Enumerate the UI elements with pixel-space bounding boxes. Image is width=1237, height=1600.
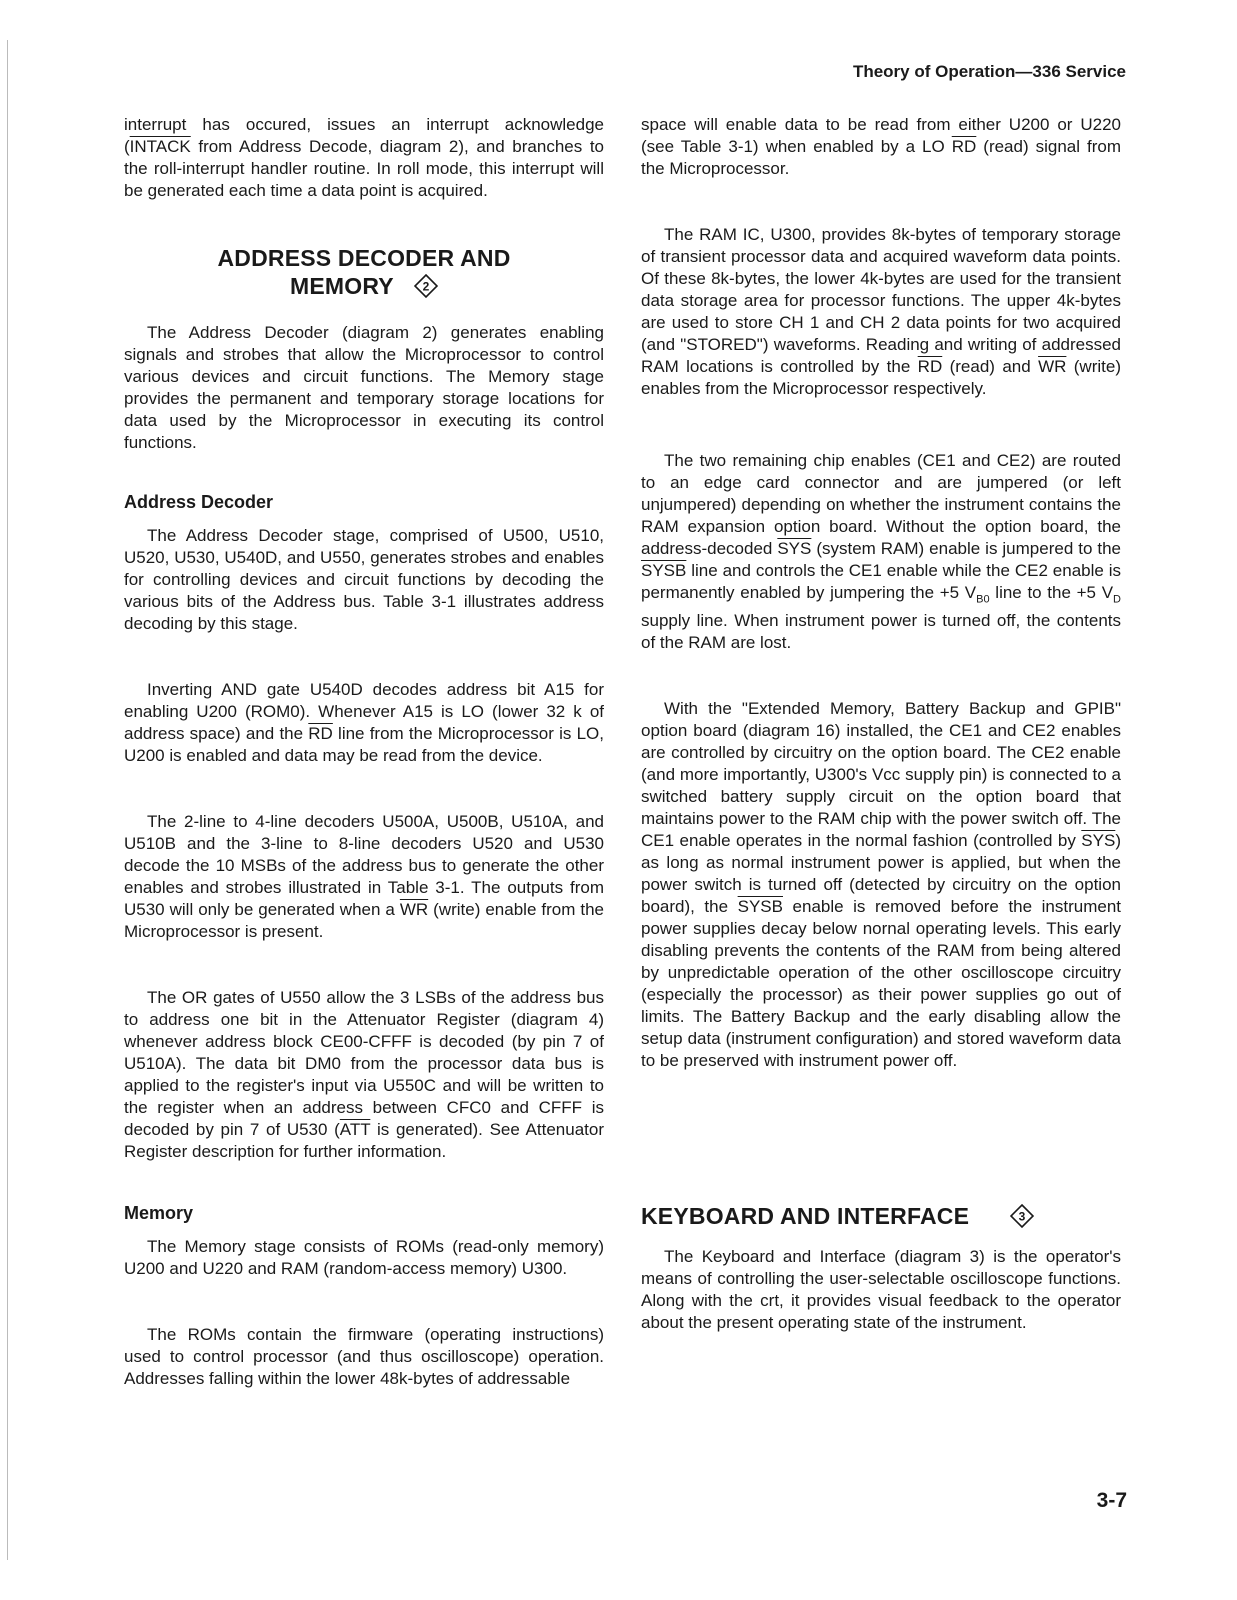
paragraph: The RAM IC, U300, provides 8k-bytes of temporary storage of transient processor data and acquired waveform data points. Of these 8k-bytes, the lower 4k-bytes are used for the transient data storage area for processor functions. The upper 4k-bytes are used to store CH 1 and CH 2 data points for two acquired (and "STORED") waveforms. Reading and writing of addressed RAM locations is controlled by the $\overline{RD}$ (read) and $\overline{WR}$ (write) enables from the Microprocessor respectively. <box>641 225 1121 398</box>
svg-text:3: 3 <box>1018 1209 1026 1224</box>
section-heading-address-decoder-memory: ADDRESS DECODER AND MEMORY 2 <box>217 245 511 299</box>
left-column <box>124 114 604 1390</box>
paragraph: The Memory stage consists of ROMs (read-only memory) U200 and U220 and RAM (random-access memory) U300. <box>124 1237 604 1278</box>
paragraph: The ROMs contain the firmware (operating instructions) used to control processor (and thus oscilloscope) operation. Addresses falling within the lower 48k-bytes of addressable <box>124 1325 604 1388</box>
paragraph: space will enable data to be read from either U200 or U220 (see Table 3-1) when enabled by a LO $\overline{RD}$ (read) signal from the Microprocessor. <box>641 115 1122 178</box>
paragraph: The two remaining chip enables (CE1 and CE2) are routed to an edge card connector and are jumpered (or left unjumpered) depending on whether the instrument contains the RAM expansion option board. Without the option board, the address-decoded $\overline{SYS}$ (system RAM) enable is jumpered to the SYSB line and controls the CE1 enable while the CE2 enable is permanently enabled by jumpering the +5 $V_{B0}$ line to the +5 $V_D$ supply line. When instrument power is turned off, the contents of the RAM are lost. <box>641 451 1121 653</box>
paragraph: interrupt has occured, issues an interrupt acknowledge (INTACK from Address Decode, diagram 2), and branches to the roll-interrupt handler routine. In roll mode, this interrupt will be generated each time a data point is acquired. <box>124 115 604 200</box>
subheading-memory: Memory <box>124 1203 194 1223</box>
section-heading-keyboard-interface: KEYBOARD AND INTERFACE 3 <box>641 1202 1121 1230</box>
paragraph: The OR gates of U550 allow the 3 LSBs of the address bus to address one bit in the Attenuator Register (diagram 4) whenever address block CE00-CFFF is decoded (by pin 7 of U510A). The data bit DM0 from the processor data bus is applied to the register's input via U550C and will be written to the register when an address between CFC0 and CFFF is decoded by pin 7 of U530 ($\overline{ATT}$ is generated). See Attenuator Register description for further information. <box>124 988 604 1161</box>
paragraph: Inverting AND gate U540D decodes address bit A15 for enabling U200 (ROM0). Whenever A15 is LO (lower 32 k of address space) and the $\overline{RD}$ line from the Microprocessor is LO, U200 is enabled and data may be read from the device. <box>124 680 604 765</box>
page-edge-mark <box>7 40 8 1560</box>
page-number: 3-7 <box>1096 1489 1127 1512</box>
paragraph: The Keyboard and Interface (diagram 3) is the operator's means of controlling the user-selectable oscilloscope functions. Along with the crt, it provides visual feedback to the operator about the present operating state of the instrument. <box>641 1247 1121 1333</box>
running-header: Theory of Operation—336 Service <box>852 62 1126 81</box>
paragraph: The Address Decoder (diagram 2) generates enabling signals and strobes that allow the Microprocessor to control various devices and circuit functions. The Memory stage provides the permanent and temporary storage locations for data used by the Microprocessor in executing its control functions. <box>124 323 604 452</box>
paragraph: The Address Decoder stage, comprised of U500, U510, U520, U530, U540D, and U550, generates strobes and enables for controlling devices and circuit functions by decoding the various bits of the Address bus. Table 3-1 illustrates address decoding by this stage. <box>124 526 604 633</box>
diagram-number-icon <box>1010 1204 1034 1228</box>
diagram-number-icon <box>414 274 438 298</box>
paragraph: The 2-line to 4-line decoders U500A, U500B, U510A, and U510B and the 3-line to 8-line decoders U520 and U530 decode the 10 MSBs of the address bus to generate the other enables and strobes illustrated in Table 3-1. The outputs from U530 will only be generated when a $\overline{WR}$ (write) enable from the Microprocessor is present. <box>124 812 604 941</box>
subheading-address-decoder: Address Decoder <box>124 492 274 512</box>
paragraph: With the "Extended Memory, Battery Backup and GPIB" option board (diagram 16) installed, the CE1 and CE2 enables are controlled by circuitry on the option board. The CE2 enable (and more importantly, U300's Vcc supply pin) is connected to a switched battery supply circuit on the option board that maintains power to the RAM chip with the power switch off. The CE1 enable operates in the normal fashion (controlled by $\overline{SYS}$) as long as normal instrument power is applied, but when the power switch is turned off (detected by circuitry on the option board), the SYSB enable is removed before the instrument power supplies decay below nornal operating levels. This early disabling prevents the contents of the RAM from being altered by unpredictable operation of the other oscilloscope circuitry (especially the processor) as their power supplies go out of limits. The Battery Backup and the early disabling allow the setup data (instrument configuration) and stored waveform data to be preserved with instrument power off. <box>641 699 1121 1071</box>
svg-text:2: 2 <box>422 279 430 294</box>
right-column <box>641 114 1121 1334</box>
